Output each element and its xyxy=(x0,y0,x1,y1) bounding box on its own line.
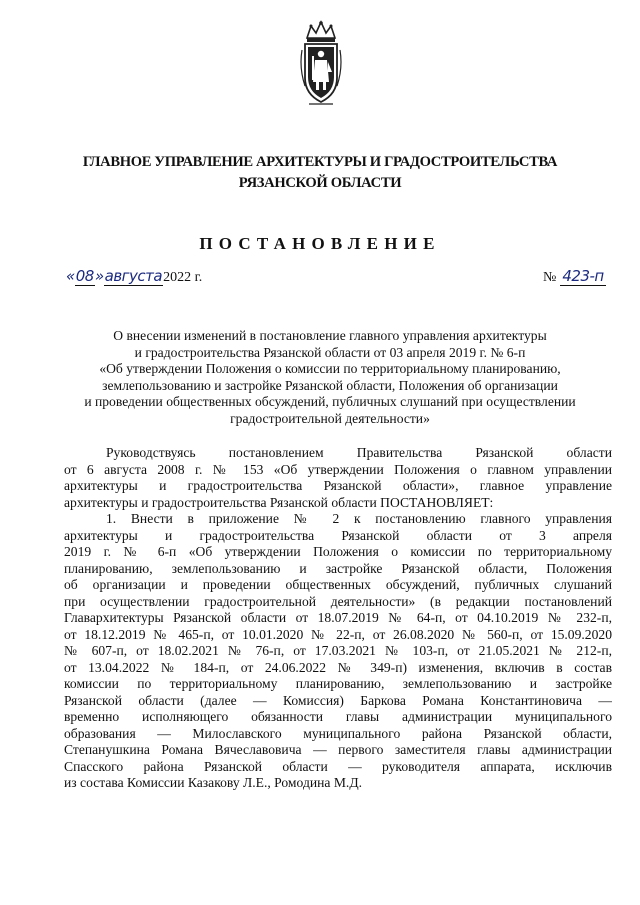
date-open-quote: « xyxy=(66,267,75,285)
organization-title xyxy=(40,152,600,194)
body-line: архитектуры и градостроительства Рязанской области ПОСТАНОВЛЯЕТ: xyxy=(64,494,494,510)
subject-line: градостроительной деятельности» xyxy=(230,410,430,426)
number-prefix: № xyxy=(543,270,557,285)
body-line: при осуществлении градостроительной деятельности» (в редакции постановлений xyxy=(64,593,612,609)
body-line: от 13.04.2022 № 184-п, от 24.06.2022 № 349-п) изменения, включив в состав xyxy=(64,659,612,675)
body-line: Руководствуясь постановлением Правительства Рязанской области xyxy=(106,445,612,460)
date-month: августа xyxy=(104,267,163,285)
body-line: временно исполняющего обязанности главы администрации муниципального xyxy=(64,709,612,724)
body-line: образования — Милославского муниципального района Рязанской области, xyxy=(64,725,612,741)
document-type-title: ПОСТАНОВЛЕНИЕ xyxy=(199,234,441,253)
body-line: архитектуры и градостроительства Рязанской области от 3 апреля xyxy=(64,527,612,543)
document-date xyxy=(66,267,202,286)
subject-line: и проведении общественных обсуждений, публичных слушаний при осуществлении xyxy=(84,394,576,409)
body-line: № 607-п, от 18.02.2021 № 76-п, от 17.03.2021 № 103-п, от 21.05.2021 № 212-п, xyxy=(64,643,612,658)
subject-line: О внесении изменений в постановление главного управления архитектуры xyxy=(113,328,547,343)
date-close-quote: » xyxy=(94,267,104,285)
document-subject xyxy=(60,328,600,427)
body-line: от 6 августа 2008 г. № 153 «Об утверждении Положения о главном управлении xyxy=(64,461,612,477)
org-line-1: ГЛАВНОЕ УПРАВЛЕНИЕ АРХИТЕКТУРЫ И ГРАДОСТРОИТЕЛЬСТВА xyxy=(82,154,558,170)
body-line: архитектуры и градостроительства Рязанской области», главное управление xyxy=(64,478,612,493)
coat-of-arms-icon xyxy=(299,20,343,130)
body-line: из состава Комиссии Казакову Л.Е., Ромодина М.Д. xyxy=(64,775,362,790)
document-number xyxy=(543,267,606,286)
subject-line: «Об утверждении Положения о комиссии по территориальному планированию, xyxy=(99,361,561,376)
number-value: 423-п xyxy=(562,267,604,285)
body-line: от 18.12.2019 № 465-п, от 10.01.2020 № 22-п, от 26.08.2020 № 560-п, от 15.09.2020 xyxy=(64,626,612,642)
body-line: комиссии по территориальному планированию, землепользованию и застройке xyxy=(64,676,612,691)
body-line: Степанушкина Романа Вячеславовича — первого заместителя главы администрации xyxy=(64,742,612,757)
body-line: 1. Внести в приложение № 2 к постановлению главного управления xyxy=(106,511,612,526)
body-line: Рязанской области (далее — Комиссия) Баркова Романа Константиновича — xyxy=(64,692,612,708)
date-day: 08 xyxy=(75,267,94,285)
body-line: об организации и проведении общественных обсуждений, публичных слушаний xyxy=(64,577,612,592)
document-body xyxy=(64,445,612,792)
subject-line: землепользованию и застройке Рязанской области, Положения об организации xyxy=(102,377,558,393)
body-line: 2019 г. № 6-п «Об утверждении Положения о комиссии по территориальному xyxy=(64,544,612,559)
date-year: 2022 г. xyxy=(163,270,203,285)
subject-line: и градостроительства Рязанской области от 03 апреля 2019 г. № 6-п xyxy=(134,344,526,360)
org-line-2: РЯЗАНСКОЙ ОБЛАСТИ xyxy=(238,175,402,191)
body-line: Главархитектуры Рязанской области от 18.07.2019 № 64-п, от 04.10.2019 № 232-п, xyxy=(64,610,612,625)
body-line: Спасского района Рязанской области — руководителя аппарата, исключив xyxy=(64,758,612,774)
body-line: планированию, землепользованию и застройке Рязанской области, Положения xyxy=(64,560,612,576)
